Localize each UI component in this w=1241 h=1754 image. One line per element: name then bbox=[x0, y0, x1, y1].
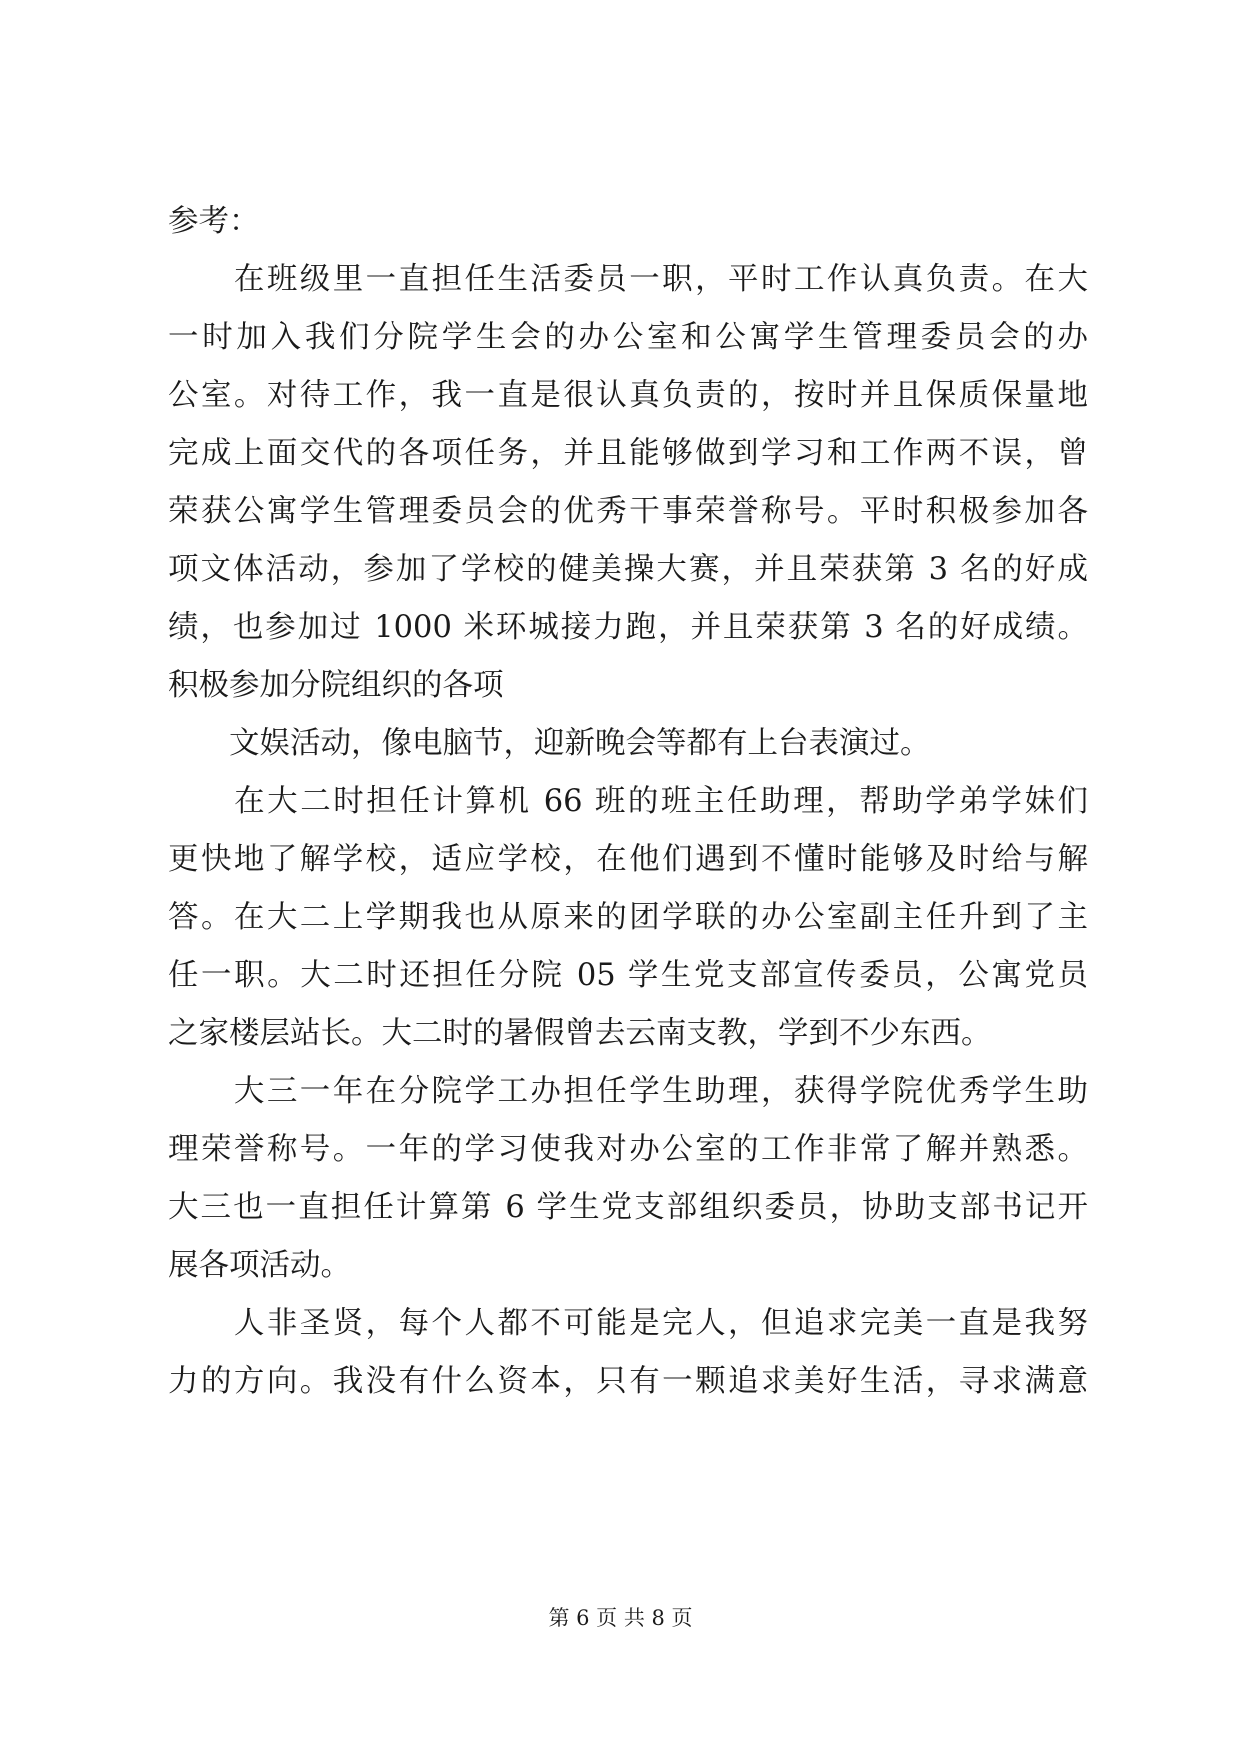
text-line: 理荣誉称号。一年的学习使我对办公室的工作非常了解并熟悉。 bbox=[168, 1132, 1088, 1167]
text-line: 更快地了解学校，适应学校，在他们遇到不懂时能够及时给与解 bbox=[168, 842, 1088, 877]
text-line: 力的方向。我没有什么资本，只有一颗追求美好生活，寻求满意 bbox=[168, 1364, 1088, 1399]
text-line: 参考： bbox=[168, 204, 260, 239]
text-line: 绩，也参加过 1000 米环城接力跑，并且荣获第 3 名的好成绩。 bbox=[168, 610, 1088, 645]
text-line: 展各项活动。 bbox=[168, 1248, 351, 1283]
text-line: 公室。对待工作，我一直是很认真负责的，按时并且保质保量地 bbox=[168, 378, 1088, 413]
text-line: 一时加入我们分院学生会的办公室和公寓学生管理委员会的办 bbox=[168, 320, 1088, 355]
text-line: 在大二时担任计算机 66 班的班主任助理，帮助学弟学妹们 bbox=[168, 784, 1088, 819]
text-line: 大三也一直担任计算第 6 学生党支部组织委员，协助支部书记开 bbox=[168, 1190, 1088, 1225]
text-line: 任一职。大二时还担任分院 05 学生党支部宣传委员，公寓党员 bbox=[168, 958, 1088, 993]
text-line: 荣获公寓学生管理委员会的优秀干事荣誉称号。平时积极参加各 bbox=[168, 494, 1088, 529]
text-line: 文娱活动，像电脑节，迎新晚会等都有上台表演过。 bbox=[168, 726, 931, 761]
text-line: 项文体活动，参加了学校的健美操大赛，并且荣获第 3 名的好成 bbox=[168, 552, 1088, 587]
text-line: 人非圣贤，每个人都不可能是完人，但追求完美一直是我努 bbox=[168, 1306, 1088, 1341]
text-line: 积极参加分院组织的各项 bbox=[168, 668, 504, 703]
text-line: 之家楼层站长。大二时的暑假曾去云南支教，学到不少东西。 bbox=[168, 1016, 992, 1051]
text-line: 完成上面交代的各项任务，并且能够做到学习和工作两不误，曾 bbox=[168, 436, 1088, 471]
text-line: 答。在大二上学期我也从原来的团学联的办公室副主任升到了主 bbox=[168, 900, 1088, 935]
text-line: 大三一年在分院学工办担任学生助理，获得学院优秀学生助 bbox=[168, 1074, 1088, 1109]
page-number: 第 6 页 共 8 页 bbox=[548, 1606, 693, 1630]
text-line: 在班级里一直担任生活委员一职，平时工作认真负责。在大 bbox=[168, 262, 1088, 297]
